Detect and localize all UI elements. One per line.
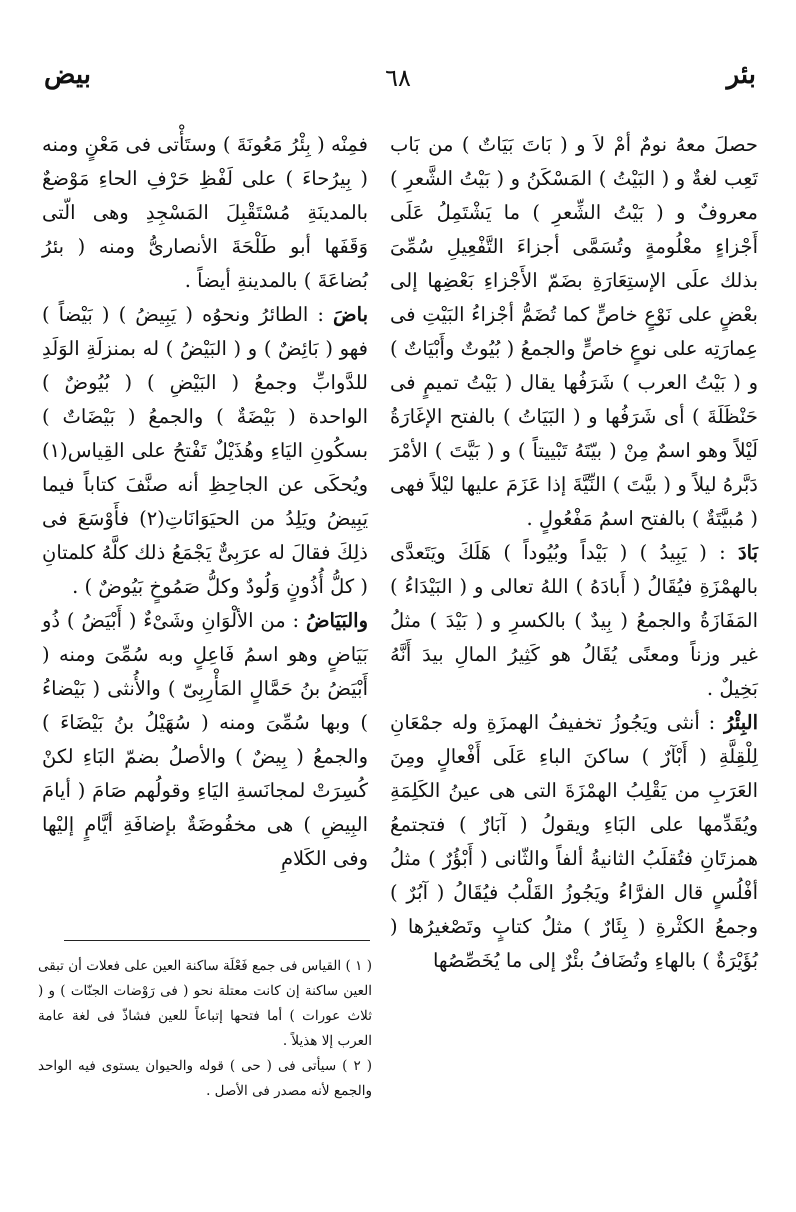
header-left-keyword: بيض	[44, 60, 91, 90]
right-column	[390, 128, 758, 978]
header-right-keyword: بئر	[726, 60, 756, 90]
entry-bat-continued: حصلَ معهُ نومٌ أمْ لاَ و ( بَاتَ بَيَاتٌ ) من بَاب تَعِب لغةٌ و ( البَيْتُ ) المَسْكَنُ و ( بَيْتُ الشَّعرِ ) معروفٌ و ( بَيْتُ الشِّعرِ ) ما يَشْتَمِلُ عَلَى أَجْزاءٍ معْلُومةٍ وتُسَمَّى أجزاءَ التَّفْعِيلِ سُمِّىَ بذلك علَى الإستِعَارَةِ بضَمّ الأَجْزاءِ بَعْضِها إلى بعْضٍ على نَوْعٍ خاصٍّ كما تُضَمُّ أجْزاءُ البَيْتِ فى عِمارَتِه على نوعٍ خاصٍّ والجمعُ ( بُيُوتٌ وأَبْيَاتٌ ) و ( بَيْتُ العرب ) شَرَفُها يقال ( بَيْتُ تميمٍ فى حَنْظَلَةَ ) أى شَرَفُها و ( البَيَاتُ ) بالفتح الإغَارَةُ لَيْلاً وهو اسمٌ مِنْ ( بيّتَهُ تَبْييتاً ) و ( بَيَّتَ ) الأمْرَ دَبَّرهُ ليلاً و ( بيَّتَ ) النِّيَّةَ إذا عَزَمَ عليها ليْلاً فهى ( مُبيَّتَةٌ ) بالفتح اسمُ مَفْعُولٍ .	[390, 133, 758, 530]
entry-bir-text: : أنثى ويَجُوزُ تخفيفُ الهمزَةِ وله جمْعَانِ لِلْقِلَّةِ ( أَبْآرٌ ) ساكنَ الباءِ عَلَى أَفْعالٍ ومِنَ العَرَبِ من يَقْلِبُ الهمْزَةَ التى هى عينُ الكَلِمَةِ ويُقَدِّمها على البَاءِ ويقولُ ( آبَارٌ ) فتجتمعُ همزتَانِ فتُقلَبُ الثانيةُ ألفاً والثّانى ( أَبْؤُرٌ ) مثلُ أفْلُسٍ قال الفرَّاءُ ويَجُوزُ القَلْبُ فيُقَالُ ( آبُرٌ ) وجمعُ الكثْرةِ ( بِئَارٌ ) مثلُ كتابٍ وتَصْغيرُها ( بُؤَيْرَةٌ ) بالهاءِ وتُضَافُ بئْرٌ إلى ما يُخَصِّصُها	[390, 711, 758, 972]
page-number: ٦٨	[385, 64, 411, 92]
entry-bir-continued: فمِنْه ( بِئْرُ مَعُونَةَ ) وستَأْتى فى مَعْنٍ ومنه ( بِيرُحاءَ ) على لَفْظِ حَرْفِ الحاءِ مَوْضعٌ بالمدينَةِ مُسْتَقْبِلَ المَسْجِدِ وهى الّتى وَقَفَها أبو طَلْحَةَ الأنصارىُّ ومنه ( بئرُ بُضاعَةَ ) بالمدينةِ أيضاً .	[42, 133, 368, 292]
headword-bir: البِئْرُ	[724, 711, 758, 734]
entry-bir	[390, 706, 758, 978]
headword-bada-egg: باضَ	[333, 303, 368, 326]
entry-bayad	[42, 604, 368, 876]
headword-bada: بَادَ	[737, 541, 758, 564]
entry-bada-egg-text: : الطائرُ ونحوُه ( يَبِيضُ ) ( بَيْضاً ) فهو ( بَائِضٌ ) و ( البَيْضُ ) له بمنزلَةِ الوَلَدِ للدَّوابِّ وجمعُ ( البَيْضِ ) ( بُيُوضٌ ) الواحدة ( بَيْضَةٌ ) والجمعُ ( بَيْضَاتٌ ) بسكُونِ اليَاءِ وهُذَيْلٌ تَفْتحُ على القِياس(١) ويُحكَى عن الجاحِظِ أنه صنَّفَ كتاباً فيما يَبِيضُ ويَلِدُ من الحيَوَانَاتِ(٢) فأَوْسَعَ فى ذلِكَ فقالَ له عرَبِىٌّ يَجْمَعُ ذلك كلَّهُ كلمتانِ ( كلُّ أُذُونٍ وَلُودٌ وكلُّ صَمُوخٍ بَيُوضٌ ) .	[42, 303, 368, 598]
footnote-divider	[64, 940, 370, 941]
headword-bayad: والبَيَاضُ	[305, 609, 368, 632]
entry-bada-egg	[42, 298, 368, 604]
left-column	[42, 128, 368, 876]
footnotes	[38, 954, 372, 1104]
entry-bada	[390, 536, 758, 706]
entry-bada-text: : ( يَبِيدُ ) ( بَيْداً وبُيُوداً ) هَلَكَ ويَتَعدَّى بالهمْزَةِ فيُقَالُ ( أَبادَهُ ) اللهُ تعالى و ( البَيْدَاءُ ) المَفَازَةُ والجمعُ ( بِيدٌ ) بالكسرِ و ( بَيْدَ ) مثلُ غير وزناً ومعنًى يُقَالُ هو كَثِيرُ المالِ بيدَ أَنَّهُ بَخِيلٌ .	[390, 541, 758, 700]
footnote-1: ( ١ ) القياس فى جمع فَعْلَة ساكنة العين على فعلات أن تبقى العين ساكنة إن كانت معتلة نحو ( فى رَوْضات الجنّات ) و ( ثلاث عورات ) أما فتحها إتباعاً للعين فشاذّ فى لغة عامة العرب إلا هذيلاً .	[38, 958, 372, 1049]
entry-bayad-text: : من الألْوَانِ وشَىْءٌ ( أَبْيَضُ ) ذُو بَيَاضٍ وهو اسمُ فَاعِلٍ وبه سُمِّىَ ومنه ( أَبْيَضُ بنُ حَمَّالٍ المَأْرِبِىّ ) والأُنثى ( بَيْضاءُ ) وبها سُمِّىَ ومنه ( سُهَيْلُ بنُ بَيْضَاءَ ) والجمعُ ( بِيضٌ ) والأصلُ بضمّ البَاءِ لكنْ كُسِرَتْ لمجانَسةِ اليَاءِ وقولُهم صَامَ ( أيامَ البِيضِ ) هى مخفُوضَةٌ بإضافَةِ أيَّامٍ إليْها وفى الكَلامِ	[42, 609, 368, 870]
footnote-2: ( ٢ ) سيأتى فى ( حى ) قوله والحيوان يستوى فيه الواحد والجمع لأنه مصدر فى الأصل .	[38, 1058, 373, 1099]
